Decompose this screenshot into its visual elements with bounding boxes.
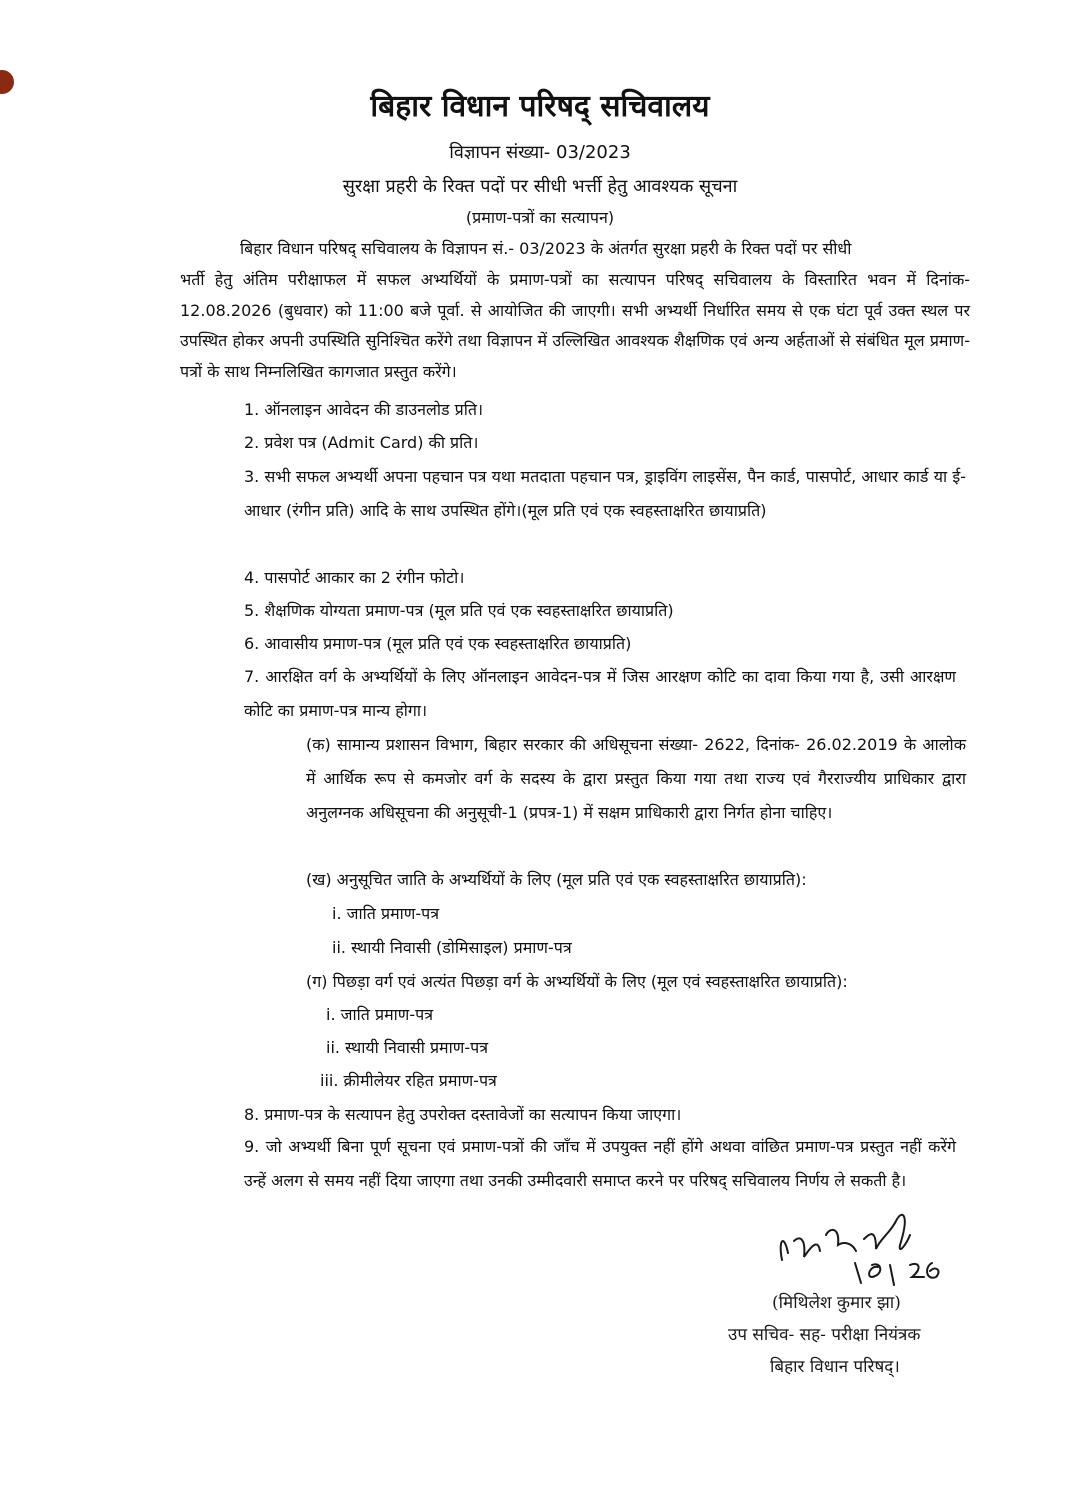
list-item-2: 2. प्रवेश पत्र (Admit Card) की प्रति।: [244, 433, 479, 452]
signatory-designation: उप सचिव- सह- परीक्षा नियंत्रक: [728, 1325, 921, 1345]
sub-item-ga-iii: iii. क्रीमीलेयर रहित प्रमाण-पत्र: [320, 1071, 497, 1090]
list-item-6: 6. आवासीय प्रमाण-पत्र (मूल प्रति एवं एक स्वहस्ताक्षरित छायाप्रति): [244, 634, 632, 653]
sub-item-kha: (ख) अनुसूचित जाति के अभ्यर्थियों के लिए (मूल प्रति एवं एक स्वहस्ताक्षरित छायाप्रति):: [306, 870, 807, 889]
page-title: बिहार विधान परिषद् सचिवालय: [370, 89, 710, 124]
sub-item-ka: (क) सामान्य प्रशासन विभाग, बिहार सरकार की अधिसूचना संख्या- 2622, दिनांक- 26.02.2019 के आलोक में आर्थिक रूप से कमजोर वर्ग के सदस्य के द्वारा प्रस्तुत किया गया तथा राज्य एवं गैरराज्यीय प्राधिकार द्वारा अनुलग्नक अधिसूचना की अनुसूची-1 (प्रपत्र-1) में सक्षम प्राधिकारी द्वारा निर्गत होना चाहिए।: [306, 735, 966, 822]
sub-item-kha-ii: ii. स्थायी निवासी (डोमिसाइल) प्रमाण-पत्र: [332, 938, 572, 957]
sub-item-ga-ii: ii. स्थायी निवासी प्रमाण-पत्र: [326, 1038, 489, 1057]
list-item-7: 7. आरक्षित वर्ग के अभ्यर्थियों के लिए ऑनलाइन आवेदन-पत्र में जिस आरक्षण कोटि का दावा किया गया है, उसी आरक्षण कोटि का प्रमाण-पत्र मान्य होगा।: [244, 667, 956, 720]
notice-subject: सुरक्षा प्रहरी के रिक्त पदों पर सीधी भर्त्ती हेतु आवश्यक सूचना: [342, 176, 738, 197]
list-item-5: 5. शैक्षणिक योग्यता प्रमाण-पत्र (मूल प्रति एवं एक स्वहस्ताक्षरित छायाप्रति): [244, 601, 674, 620]
intro-first-line: बिहार विधान परिषद् सचिवालय के विज्ञापन सं.- 03/2023 के अंतर्गत सुरक्षा प्रहरी के रिक्त पदों पर सीधी: [240, 239, 852, 258]
sub-item-kha-i: i. जाति प्रमाण-पत्र: [332, 904, 440, 923]
list-item-9: 9. जो अभ्यर्थी बिना पूर्ण सूचना एवं प्रमाण-पत्रों की जाँच में उपयुक्त नहीं होंगे अथवा वांछित प्रमाण-पत्र प्रस्तुत नहीं करेंगे उन्हें अलग से समय नहीं दिया जाएगा तथा उनकी उम्मीदवारी समाप्त करने पर परिषद् सचिवालय निर्णय ले सकती है।: [244, 1137, 956, 1190]
sub-item-ga-i: i. जाति प्रमाण-पत्र: [326, 1005, 434, 1024]
list-item-3: 3. सभी सफल अभ्यर्थी अपना पहचान पत्र यथा मतदाता पहचान पत्र, ड्राइविंग लाइसेंस, पैन कार्ड, पासपोर्ट, आधार कार्ड या ई-आधार (रंगीन प्रति) आदि के साथ उपस्थित होंगे।(मूल प्रति एवं एक स्वहस्ताक्षरित छायाप्रति): [244, 467, 966, 520]
signatory-name: (मिथिलेश कुमार झा): [772, 1293, 901, 1313]
list-item-8: 8. प्रमाण-पत्र के सत्यापन हेतु उपरोक्त दस्तावेजों का सत्यापन किया जाएगा।: [244, 1105, 682, 1124]
list-item-4: 4. पासपोर्ट आकार का 2 रंगीन फोटो।: [244, 568, 465, 587]
signature-date: 7/8/26: [910, 1285, 914, 1286]
intro-body: भर्ती हेतु अंतिम परीक्षाफल में सफल अभ्यर्थियों के प्रमाण-पत्रों का सत्यापन परिषद् सचिवालय के विस्तारित भवन में दिनांक- 12.08.2026 (बुधवार) को 11:00 बजे पूर्वा. से आयोजित की जाएगी। सभी अभ्यर्थी निर्धारित समय से एक घंटा पूर्व उक्त स्थल पर उपस्थित होकर अपनी उपस्थिति सुनिश्चित करेंगे तथा विज्ञापन में उल्लिखित आवश्यक शैक्षणिक एवं अन्य अर्हताओं से संबंधित मूल प्रमाण-पत्रों के साथ निम्नलिखित कागजात प्रस्तुत करेंगे।: [180, 270, 970, 381]
signature-image: [760, 1205, 960, 1290]
sub-item-ga: (ग) पिछड़ा वर्ग एवं अत्यंत पिछड़ा वर्ग के अभ्यर्थियों के लिए (मूल एवं स्वहस्ताक्षरित छायाप्रति):: [306, 972, 848, 991]
notice-sub-subject: (प्रमाण-पत्रों का सत्यापन): [465, 208, 615, 227]
list-item-1: 1. ऑनलाइन आवेदन की डाउनलोड प्रति।: [244, 400, 484, 419]
signatory-office: बिहार विधान परिषद्।: [770, 1357, 900, 1377]
advertisement-number: विज्ञापन संख्या- 03/2023: [449, 142, 631, 163]
